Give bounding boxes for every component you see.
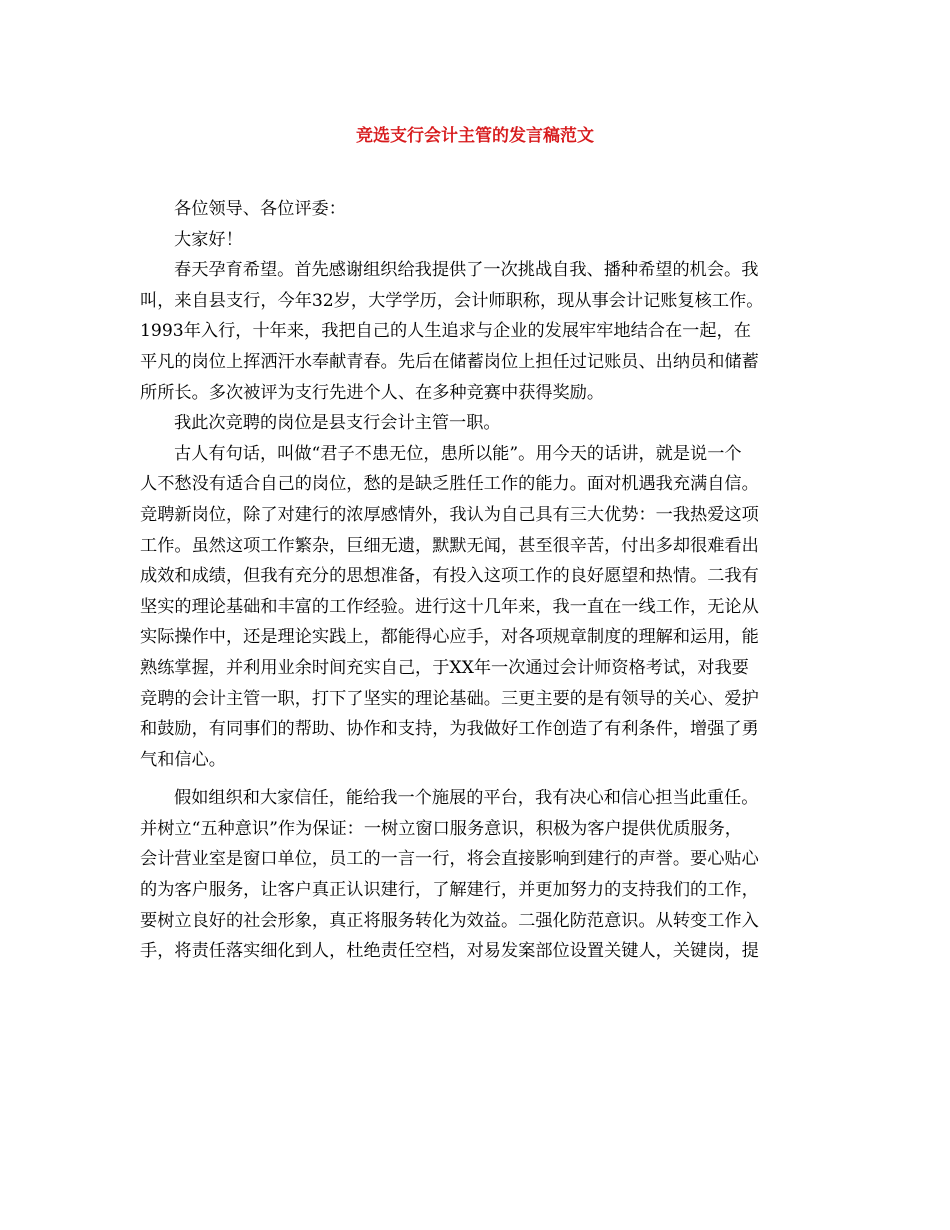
text-line: 平凡的岗位上挥洒汗水奉献青春。先后在储蓄岗位上担任过记账员、出纳员和储蓄 <box>140 351 759 372</box>
text-line: 竞聘新岗位，除了对建行的浓厚感情外，我认为自己具有三大优势：一我热爱这项 <box>140 504 759 525</box>
text-line: 坚实的理论基础和丰富的工作经验。进行这十几年来，我一直在一线工作，无论从 <box>140 596 759 617</box>
salutation-line: 各位领导、各位评委： <box>174 199 346 219</box>
text-line: 我此次竞聘的岗位是县支行会计主管一职。 <box>174 413 501 434</box>
text-line: 假如组织和大家信任，能给我一个施展的平台，我有决心和信心担当此重任。 <box>174 788 759 809</box>
text-line: 要树立良好的社会形象，真正将服务转化为效益。二强化防范意识。从转变工作入 <box>140 910 759 931</box>
text-line: 人不愁没有适合自己的岗位，愁的是缺乏胜任工作的能力。面对机遇我充满自信。 <box>140 474 759 495</box>
text-line: 古人有句话，叫做“君子不患无位，患所以能”。用今天的话讲，就是说一个 <box>174 443 742 464</box>
document-body <box>140 194 822 967</box>
text-line: 工作。虽然这项工作繁杂，巨细无遗，默默无闻，甚至很辛苦，付出多却很难看出 <box>140 535 759 556</box>
text-line: 气和信心。 <box>140 749 226 770</box>
text-line: 手，将责任落实细化到人，杜绝责任空档，对易发案部位设置关键人，关键岗，提 <box>140 941 759 962</box>
text-line: 叫，来自县支行，今年32岁，大学学历，会计师职称，现从事会计记账复核工作。 <box>140 290 764 311</box>
text-line: 1993年入行，十年来，我把自己的人生追求与企业的发展牢牢地结合在一起，在 <box>140 321 751 342</box>
text-line: 和鼓励，有同事们的帮助、协作和支持，为我做好工作创造了有利条件，增强了勇 <box>140 719 759 740</box>
text-line: 成效和成绩，但我有充分的思想准备，有投入这项工作的良好愿望和热情。二我有 <box>140 566 759 587</box>
text-line: 熟练掌握，并利用业余时间充实自己，于XX年一次通过会计师资格考试，对我要 <box>140 657 749 678</box>
document-title: 竞选支行会计主管的发言稿范文 <box>356 126 594 146</box>
text-line: 并树立“五种意识”作为保证：一树立窗口服务意识，积极为客户提供优质服务， <box>140 818 742 839</box>
text-line: 竞聘的会计主管一职，打下了坚实的理论基础。三更主要的是有领导的关心、爱护 <box>140 688 759 709</box>
paragraph-gap <box>140 775 822 783</box>
text-line: 实际操作中，还是理论实践上，都能得心应手，对各项规章制度的理解和运用，能 <box>140 627 759 648</box>
text-line: 的为客户服务，让客户真正认识建行，了解建行，并更加努力的支持我们的工作， <box>140 880 759 901</box>
text-line: 所所长。多次被评为支行先进个人、在多种竞赛中获得奖励。 <box>140 382 605 403</box>
text-line: 春天孕育希望。首先感谢组织给我提供了一次挑战自我、播种希望的机会。我 <box>174 260 759 281</box>
greeting-line: 大家好！ <box>174 229 243 250</box>
text-line: 会计营业室是窗口单位，员工的一言一行，将会直接影响到建行的声誉。要心贴心 <box>140 849 759 870</box>
